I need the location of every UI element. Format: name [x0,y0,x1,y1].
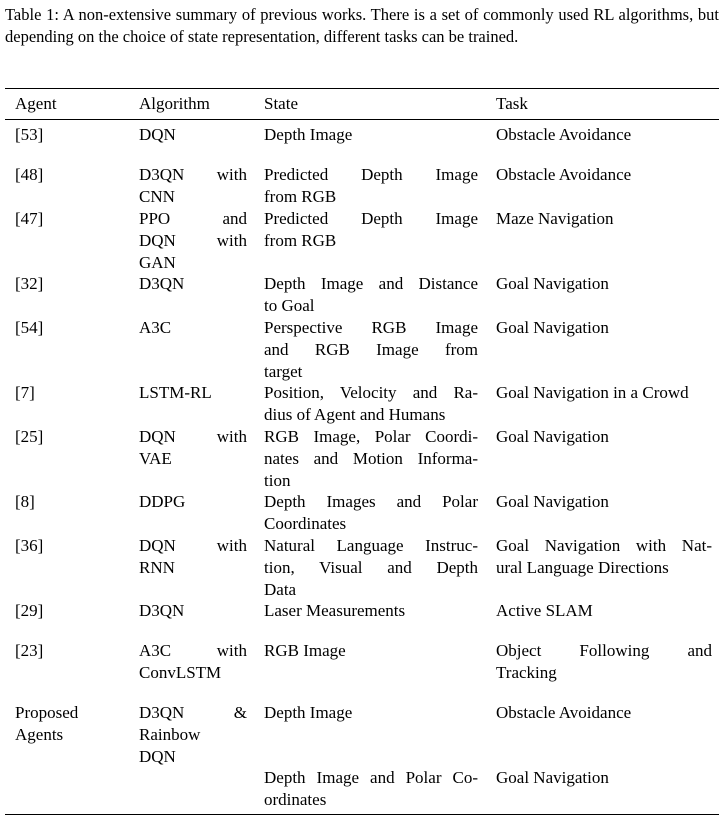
cell-line: [36] [15,536,44,555]
cell-task [496,640,712,684]
cell-algorithm [139,491,247,513]
cell-line: Perspective RGB Image [264,318,478,337]
cell-agent [15,600,127,622]
cell-algorithm [139,535,247,579]
cell-agent [15,273,127,295]
cell-state [264,600,478,622]
cell-line: Maze Navigation [496,209,614,228]
cell-algorithm [139,317,247,339]
cell-state [264,382,478,426]
cell-task [496,164,712,186]
cell-state [264,640,478,662]
cell-line: Goal Navigation with Nat- [496,536,712,555]
cell-line: DDPG [139,492,186,511]
cell-state [264,164,478,208]
cell-line: and RGB Image from [264,340,478,359]
cell-algorithm [139,124,247,146]
cell-line: ural Language Directions [496,558,669,577]
cell-task [496,767,712,789]
cell-line: Goal Navigation [496,318,609,337]
cell-line: Predicted Depth Image [264,209,478,228]
cell-line: Goal Navigation [496,768,609,787]
cell-state [264,317,478,383]
cell-line: Obstacle Avoidance [496,703,632,722]
cell-line: to Goal [264,296,315,315]
cell-agent [15,491,127,513]
cell-task [496,208,712,230]
cell-agent [15,382,127,404]
cell-line: A3C [139,318,172,337]
cell-line: ordinates [264,790,327,809]
cell-line: Obstacle Avoidance [496,165,632,184]
cell-task [496,491,712,513]
cell-task [496,382,712,404]
cell-state [264,767,478,811]
cell-line: Goal Navigation [496,427,609,446]
top-rule [5,88,719,89]
cell-agent [15,317,127,339]
cell-line: Depth Image [264,703,353,722]
header-algorithm: Algorithm [139,94,210,113]
cell-line: Data [264,580,297,599]
cell-line: [47] [15,209,44,228]
cell-line: Tracking [496,663,557,682]
cell-line: Obstacle Avoidance [496,125,632,144]
cell-line: RGB Image, Polar Coordi- [264,427,478,446]
cell-line: Agents [15,725,64,744]
cell-line: tion [264,471,291,490]
header-task: Task [496,94,528,113]
cell-line: Rainbow [139,725,201,744]
cell-algorithm [139,702,247,768]
cell-line: DQN with [139,536,247,555]
cell-algorithm [139,164,247,208]
cell-line: Position, Velocity and Ra- [264,383,478,402]
cell-line: tion, Visual and Depth [264,558,478,577]
cell-line: [54] [15,318,44,337]
cell-state [264,491,478,535]
cell-line: D3QN with [139,165,247,184]
cell-line: DQN [139,747,176,766]
cell-algorithm [139,600,247,622]
cell-state [264,124,478,146]
cell-line: Laser Measurements [264,601,406,620]
header-state: State [264,94,298,113]
cell-line: [8] [15,492,35,511]
cell-line: VAE [139,449,172,468]
cell-line: Depth Image and Polar Co- [264,768,478,787]
cell-line: D3QN & [139,703,247,722]
cell-line: from RGB [264,187,337,206]
cell-agent [15,208,127,230]
cell-agent [15,426,127,448]
cell-line: [48] [15,165,44,184]
cell-state [264,535,478,601]
cell-agent [15,640,127,662]
table-caption: Table 1: A non-extensive summary of previous works. There is a set of commonly used RL algorithms, but depending on the choice of state representation, different tasks can be trained. [5,5,719,46]
cell-line: DQN [139,125,176,144]
cell-task [496,273,712,295]
header-rule [5,119,719,120]
cell-line: RNN [139,558,175,577]
cell-agent [15,702,127,746]
cell-algorithm [139,273,247,295]
cell-line: D3QN [139,601,185,620]
cell-task [496,600,712,622]
cell-line: Depth Image and Distance [264,274,478,293]
cell-task [496,426,712,448]
cell-line: [29] [15,601,44,620]
cell-line: from RGB [264,231,337,250]
cell-line: [23] [15,641,44,660]
cell-line: Active SLAM [496,601,593,620]
cell-line: A3C with [139,641,247,660]
cell-line: Proposed [15,703,79,722]
cell-line: DQN with [139,231,247,250]
cell-line: RGB Image [264,641,346,660]
cell-state [264,273,478,317]
cell-line: target [264,362,303,381]
header-agent: Agent [15,94,57,113]
cell-line: DQN with [139,427,247,446]
cell-line: Depth Image [264,125,353,144]
cell-line: Natural Language Instruc- [264,536,478,555]
cell-line: Goal Navigation [496,274,609,293]
cell-line: Goal Navigation [496,492,609,511]
cell-line: [25] [15,427,44,446]
cell-line: Predicted Depth Image [264,165,478,184]
cell-line: ConvLSTM [139,663,222,682]
cell-line: Object Following and [496,641,712,660]
cell-state [264,702,478,724]
cell-line: [32] [15,274,44,293]
bottom-rule [5,814,719,815]
cell-task [496,535,712,579]
cell-line: [53] [15,125,44,144]
cell-state [264,426,478,492]
cell-agent [15,535,127,557]
cell-line: dius of Agent and Humans [264,405,446,424]
cell-algorithm [139,640,247,684]
cell-line: Depth Images and Polar [264,492,478,511]
cell-task [496,124,712,146]
cell-line: Coordinates [264,514,347,533]
cell-line: CNN [139,187,175,206]
cell-algorithm [139,382,247,404]
cell-line: Goal Navigation in a Crowd [496,383,689,402]
cell-algorithm [139,426,247,470]
cell-line: GAN [139,253,176,272]
cell-line: D3QN [139,274,185,293]
cell-task [496,702,712,724]
cell-line: nates and Motion Informa- [264,449,478,468]
cell-line: LSTM-RL [139,383,212,402]
cell-agent [15,164,127,186]
cell-line: [7] [15,383,35,402]
cell-state [264,208,478,252]
cell-agent [15,124,127,146]
cell-task [496,317,712,339]
cell-line: PPO and [139,209,247,228]
cell-algorithm [139,208,247,274]
